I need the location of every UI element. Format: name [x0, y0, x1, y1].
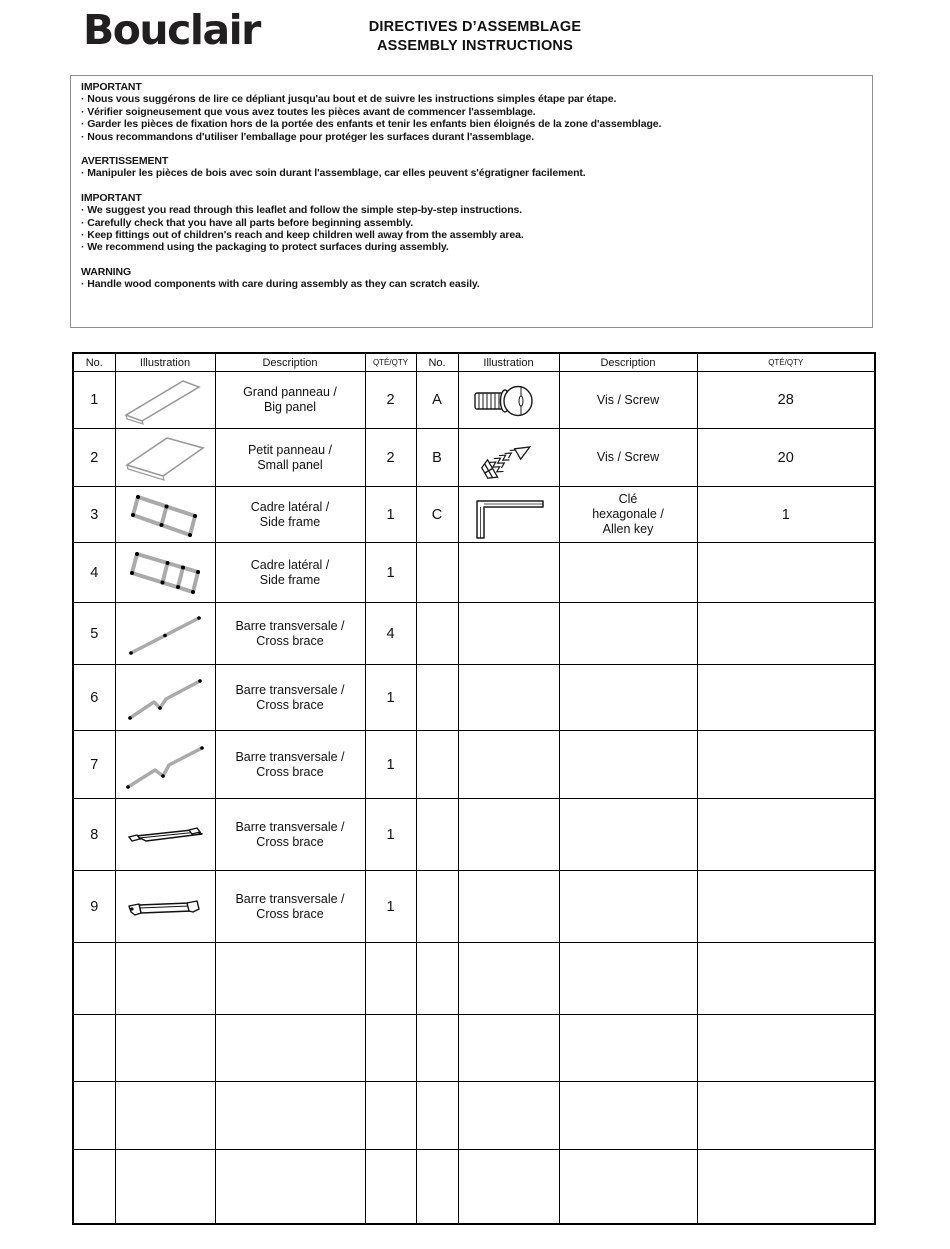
side-frame-illustration — [115, 543, 215, 603]
big-panel-illustration — [115, 372, 215, 429]
empty-cell — [559, 603, 697, 665]
table-row — [73, 665, 875, 731]
part-description: Grand panneau / Big panel — [215, 372, 365, 429]
empty-cell — [215, 1082, 365, 1150]
empty-cell — [365, 1150, 416, 1224]
empty-cell — [115, 1150, 215, 1224]
part-no: 7 — [73, 731, 115, 799]
empty-cell — [697, 943, 875, 1015]
part-description: Barre transversale / Cross brace — [215, 665, 365, 731]
empty-cell — [559, 799, 697, 871]
empty-cell — [458, 1015, 559, 1082]
part-no: 2 — [73, 429, 115, 487]
part-description: Cadre latéral / Side frame — [215, 543, 365, 603]
notice-line: · Nous vous suggérons de lire ce dépliant jusqu'au bout et de suivre les instructions simples étape par étape. — [81, 93, 617, 106]
empty-table-row — [73, 1082, 875, 1150]
empty-cell — [416, 543, 458, 603]
part-qty: 4 — [365, 603, 416, 665]
part-no: 3 — [73, 487, 115, 543]
empty-cell — [458, 871, 559, 943]
notice-section-avertissement — [81, 155, 862, 180]
notice-line: · Garder les pièces de fixation hors de la portée des enfants et tenir les enfants bien éloignés de la zone d'assemblage. — [81, 118, 662, 131]
part-no: 6 — [73, 665, 115, 731]
parts-table — [72, 352, 876, 1225]
col-header-no: No. — [73, 353, 115, 372]
part-description: Barre transversale / Cross brace — [215, 871, 365, 943]
table-row — [73, 603, 875, 665]
notice-line: · We recommend using the packaging to protect surfaces during assembly. — [81, 241, 449, 254]
col-header-illustration: Illustration — [115, 353, 215, 372]
empty-cell — [697, 1082, 875, 1150]
part-description: Clé hexagonale / Allen key — [559, 487, 697, 543]
empty-cell — [215, 1015, 365, 1082]
table-row — [73, 731, 875, 799]
empty-cell — [458, 665, 559, 731]
part-qty: 2 — [365, 372, 416, 429]
col-header-illustration: Illustration — [458, 353, 559, 372]
part-description: Barre transversale / Cross brace — [215, 799, 365, 871]
empty-cell — [115, 1015, 215, 1082]
safety-notices-box — [70, 75, 873, 328]
empty-table-row — [73, 1150, 875, 1224]
empty-cell — [458, 799, 559, 871]
notice-heading: AVERTISSEMENT — [81, 155, 169, 168]
notice-heading: IMPORTANT — [81, 81, 142, 93]
empty-table-row — [73, 943, 875, 1015]
table-row — [73, 543, 875, 603]
flat-brace-illustration — [115, 799, 215, 871]
empty-cell — [73, 1082, 115, 1150]
empty-cell — [458, 603, 559, 665]
title-english: ASSEMBLY INSTRUCTIONS — [377, 38, 573, 54]
col-header-description: Description — [215, 353, 365, 372]
part-no: 1 — [73, 372, 115, 429]
part-description: Petit panneau / Small panel — [215, 429, 365, 487]
empty-cell — [365, 1082, 416, 1150]
table-row — [73, 799, 875, 871]
empty-cell — [115, 1082, 215, 1150]
part-no: 9 — [73, 871, 115, 943]
empty-cell — [416, 665, 458, 731]
bent-brace-illustration — [115, 665, 215, 731]
title-french: DIRECTIVES D’ASSEMBLAGE — [368, 19, 582, 35]
empty-cell — [416, 871, 458, 943]
allen-key-illustration — [458, 487, 559, 543]
empty-cell — [697, 1150, 875, 1224]
part-no: B — [416, 429, 458, 487]
flat-brace-ends-illustration — [115, 871, 215, 943]
notice-line: · Keep fittings out of children's reach and keep children well away from the assembly area. — [81, 229, 524, 242]
empty-cell — [416, 943, 458, 1015]
col-header-description: Description — [559, 353, 697, 372]
part-description: Vis / Screw — [559, 429, 697, 487]
part-qty: 1 — [697, 487, 875, 543]
part-qty: 1 — [365, 799, 416, 871]
empty-cell — [697, 871, 875, 943]
empty-cell — [559, 665, 697, 731]
part-qty: 1 — [365, 731, 416, 799]
empty-cell — [559, 871, 697, 943]
empty-table-row — [73, 1015, 875, 1082]
empty-cell — [697, 731, 875, 799]
notice-heading: IMPORTANT — [81, 191, 142, 204]
notice-line: · We suggest you read through this leaflet and follow the simple step-by-step instructions. — [81, 204, 523, 217]
empty-cell — [697, 799, 875, 871]
machine-screw-illustration — [458, 372, 559, 429]
empty-cell — [365, 943, 416, 1015]
empty-cell — [559, 1150, 697, 1224]
part-qty: 1 — [365, 871, 416, 943]
part-description: Cadre latéral / Side frame — [215, 487, 365, 543]
part-qty: 28 — [697, 372, 875, 429]
empty-cell — [73, 1015, 115, 1082]
table-row — [73, 429, 875, 487]
empty-cell — [416, 1082, 458, 1150]
empty-cell — [458, 1082, 559, 1150]
bent-brace-illustration — [115, 731, 215, 799]
notice-section-important-en — [81, 192, 862, 254]
part-description: Vis / Screw — [559, 372, 697, 429]
small-panel-illustration — [115, 429, 215, 487]
empty-cell — [215, 1150, 365, 1224]
part-qty: 1 — [365, 543, 416, 603]
empty-cell — [73, 943, 115, 1015]
notice-line: · Carefully check that you have all parts before beginning assembly. — [81, 216, 414, 229]
part-no: A — [416, 372, 458, 429]
empty-cell — [559, 1015, 697, 1082]
empty-cell — [416, 1015, 458, 1082]
table-row — [73, 372, 875, 429]
table-row — [73, 871, 875, 943]
col-header-qty: QTÉ/QTY — [365, 353, 416, 372]
side-frame-illustration — [115, 487, 215, 543]
empty-cell — [697, 665, 875, 731]
empty-cell — [115, 943, 215, 1015]
empty-cell — [215, 943, 365, 1015]
empty-cell — [559, 943, 697, 1015]
empty-cell — [458, 1150, 559, 1224]
empty-cell — [559, 543, 697, 603]
empty-cell — [365, 1015, 416, 1082]
col-header-no: No. — [416, 353, 458, 372]
notice-line: · Handle wood components with care during assembly as they can scratch easily. — [81, 278, 480, 291]
part-qty: 2 — [365, 429, 416, 487]
bouclair-logo: Bouclair — [83, 6, 260, 54]
empty-cell — [559, 1082, 697, 1150]
empty-cell — [697, 1015, 875, 1082]
part-qty: 1 — [365, 487, 416, 543]
parts-table-header-row — [73, 353, 875, 372]
empty-cell — [73, 1150, 115, 1224]
empty-cell — [416, 603, 458, 665]
part-no: C — [416, 487, 458, 543]
wood-screw-illustration — [458, 429, 559, 487]
notice-line: · Vérifier soigneusement que vous avez toutes les pièces avant de commencer l'assemblage. — [81, 105, 536, 118]
part-no: 8 — [73, 799, 115, 871]
empty-cell — [416, 1150, 458, 1224]
notice-section-warning — [81, 266, 862, 291]
empty-cell — [697, 603, 875, 665]
empty-cell — [416, 731, 458, 799]
part-no: 5 — [73, 603, 115, 665]
part-no: 4 — [73, 543, 115, 603]
empty-cell — [559, 731, 697, 799]
notice-line: · Nous recommandons d'utiliser l'emballage pour protéger les surfaces durant l'assemblage. — [81, 130, 535, 143]
empty-cell — [458, 943, 559, 1015]
empty-cell — [458, 543, 559, 603]
empty-cell — [697, 543, 875, 603]
part-description: Barre transversale / Cross brace — [215, 603, 365, 665]
empty-cell — [416, 799, 458, 871]
straight-brace-illustration — [115, 603, 215, 665]
notice-section-important-fr — [81, 81, 862, 143]
part-qty: 1 — [365, 665, 416, 731]
page-title — [0, 18, 950, 56]
part-description: Barre transversale / Cross brace — [215, 731, 365, 799]
part-qty: 20 — [697, 429, 875, 487]
notice-heading: WARNING — [81, 265, 132, 278]
table-row — [73, 487, 875, 543]
col-header-qty: QTÉ/QTY — [697, 353, 875, 372]
empty-cell — [458, 731, 559, 799]
notice-line: · Manipuler les pièces de bois avec soin durant l'assemblage, car elles peuvent s'égratigner facilement. — [81, 167, 586, 180]
